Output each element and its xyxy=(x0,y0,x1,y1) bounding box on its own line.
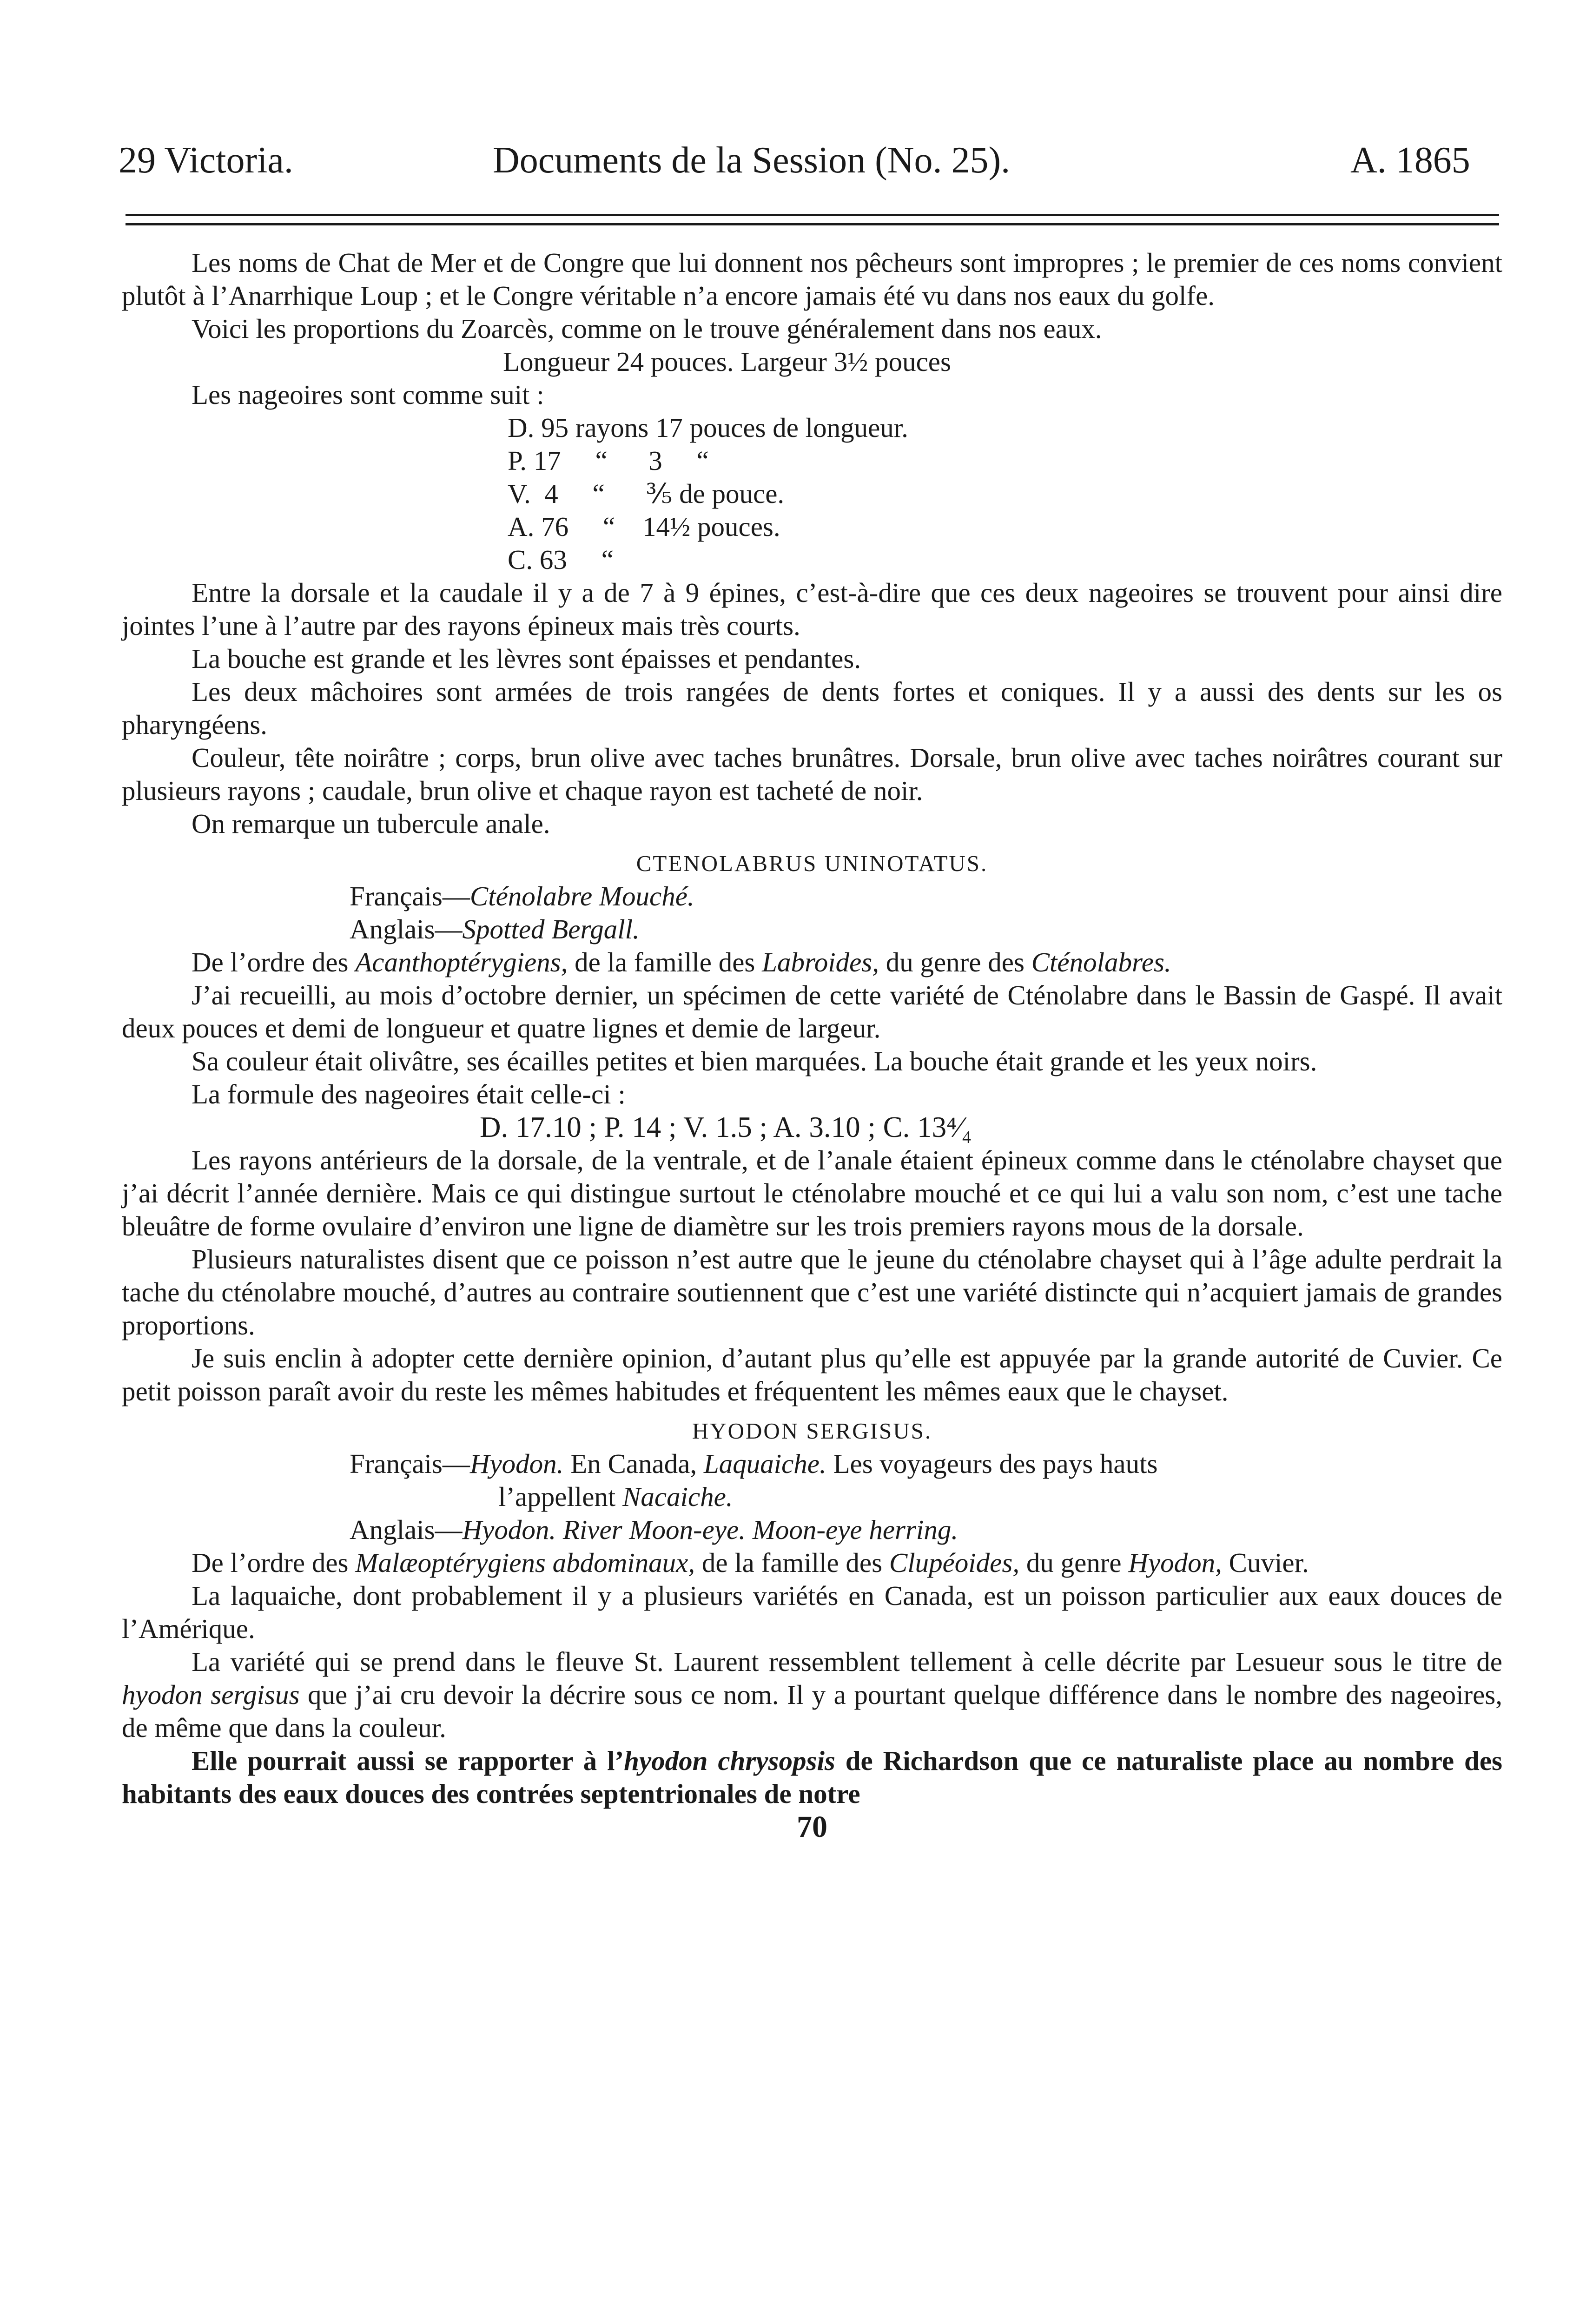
genus-name: Cténolabres. xyxy=(1031,947,1171,977)
fin-formula: D. 17.10 ; P. 14 ; V. 1.5 ; A. 3.10 ; C. 13⁴⁄₄ xyxy=(480,1111,972,1143)
hyodon-french-name-continued xyxy=(350,1480,1502,1513)
ctenolabrus-paragraph-formula-intro: La formule des nageoires était celle-ci : xyxy=(192,1079,626,1109)
proportions-line: Longueur 24 pouces. Largeur 3½ pouces xyxy=(503,346,951,377)
fin-list xyxy=(122,411,1502,576)
english-common-name: Spotted Bergall. xyxy=(462,914,640,944)
text-run: de la famille des xyxy=(695,1547,889,1578)
text-run: l’appellent xyxy=(498,1481,623,1512)
ctenolabrus-paragraph-specimen: J’ai recueilli, au mois d’octobre dernier, un spécimen de cette variété de Cténolabre dans le Bassin de Gaspé. Il avait deux pouces et demi de longueur et quatre lignes et demie de largeur. xyxy=(122,980,1502,1043)
fin-row-p: P. 17 “ 3 “ xyxy=(508,445,709,476)
hyodon-paragraph-richardson xyxy=(122,1744,1502,1810)
page-number: 70 xyxy=(797,1810,827,1844)
paragraph-spines: Entre la dorsale et la caudale il y a de 7 à 9 épines, c’est-à-dire que ces deux nageoires se trouvent pour ainsi dire jointes l’une à l’autre par des rayons épineux mais très courts. xyxy=(122,577,1502,641)
text-run xyxy=(746,1514,753,1545)
fin-row-c: C. 63 “ xyxy=(508,544,614,575)
ctenolabrus-paragraph-naturalists: Plusieurs naturalistes disent que ce poisson n’est autre que le jeune du cténolabre chayset qui à l’âge adulte perdrait la tache du cténolabre mouché, d’autres au contraire soutiennent que c’est une variété distincte qui n’acquiert jamais de grandes proportions. xyxy=(122,1244,1502,1340)
header-rule-bottom xyxy=(126,223,1499,225)
paragraph-tubercle: On remarque un tubercule anale. xyxy=(192,808,550,839)
french-label: Français— xyxy=(350,881,470,911)
header-year: A. 1865 xyxy=(1350,140,1470,181)
hyodon-paragraph-lesueur xyxy=(122,1645,1502,1744)
text-run xyxy=(556,1514,563,1545)
hyodon-paragraph-varieties: La laquaiche, dont probablement il y a plusieurs variétés en Canada, est un poisson particulier aux eaux douces de l’Amérique. xyxy=(122,1580,1502,1644)
english-name-river: River Moon-eye. xyxy=(562,1514,746,1545)
english-label: Anglais— xyxy=(350,914,463,944)
text-run: De l’ordre des xyxy=(192,947,356,977)
paragraph-color: Couleur, tête noirâtre ; corps, brun olive avec taches brunâtres. Dorsale, brun olive avec taches noirâtres courant sur plusieurs rayons ; caudale, brun olive et chaque rayon est tacheté de noir. xyxy=(122,742,1502,806)
text-run: de la famille des xyxy=(568,947,762,977)
text-run: Cuvier. xyxy=(1222,1547,1309,1578)
hyodon-classification xyxy=(122,1546,1502,1579)
text-run: du genre des xyxy=(879,947,1031,977)
ctenolabrus-names xyxy=(122,880,1502,946)
english-genus: Hyodon. xyxy=(462,1514,556,1545)
fins-intro: Les nageoires sont comme suit : xyxy=(192,379,544,410)
text-run: que j’ai cru devoir la décrire sous ce nom. Il y a pourtant quelque différence dans le nombre des nageoires, de même que dans la couleur. xyxy=(122,1679,1503,1743)
order-name: Malæoptérygiens abdominaux, xyxy=(355,1547,695,1578)
species-name: hyodon chrysopsis xyxy=(624,1745,835,1776)
ctenolabrus-paragraph-color: Sa couleur était olivâtre, ses écailles petites et bien marquées. La bouche était grande et les yeux noirs. xyxy=(192,1046,1317,1076)
family-name: Clupéoides, xyxy=(889,1547,1020,1578)
ctenolabrus-paragraph-rays: Les rayons antérieurs de la dorsale, de la ventrale, et de l’anale étaient épineux comme dans le cténolabre chayset que j’ai décrit l’année dernière. Mais ce qui distingue surtout le cténolabre mouché et ce qui lui a valu son nom, c’est une tache bleuâtre de forme ovulaire d’environ une ligne de diamètre sur les trois premiers rayons mous de la dorsale. xyxy=(122,1145,1502,1241)
paragraph-names: Les noms de Chat de Mer et de Congre que lui donnent nos pêcheurs sont impropres ; le premier de ces noms convient plutôt à l’Anarrhique Loup ; et le Congre véritable n’a encore jamais été vu dans nos eaux du golfe. xyxy=(122,247,1502,311)
running-header xyxy=(0,139,1593,191)
ctenolabrus-english-name xyxy=(350,913,1502,946)
species-name: hyodon sergisus xyxy=(122,1679,300,1710)
canadian-name: Laquaiche. xyxy=(703,1448,826,1479)
text-run: de Richardson que ce naturaliste place au nombre des habitants des eaux douces des contrées septentrionales de notre xyxy=(122,1745,1502,1809)
hyodon-names xyxy=(122,1447,1502,1546)
family-name: Labroides, xyxy=(762,947,879,977)
french-genus: Hyodon. xyxy=(469,1448,564,1479)
order-name: Acanthoptérygiens, xyxy=(355,947,568,977)
english-label: Anglais— xyxy=(350,1514,463,1545)
header-rule-top xyxy=(126,214,1499,216)
hyodon-english-name xyxy=(350,1513,1502,1546)
section-title-hyodon: HYODON SERGISUS. xyxy=(692,1418,932,1444)
text-run: Les voyageurs des pays hauts xyxy=(826,1448,1158,1479)
ctenolabrus-classification xyxy=(122,946,1502,979)
text-run: En Canada, xyxy=(563,1448,704,1479)
fin-row-a: A. 76 “ 14½ pouces. xyxy=(508,511,780,542)
paragraph-proportions-intro: Voici les proportions du Zoarcès, comme on le trouve généralement dans nos eaux. xyxy=(192,313,1102,344)
text-run: Elle pourrait aussi se rapporter à l’ xyxy=(192,1745,624,1776)
voyageur-name: Nacaiche. xyxy=(622,1481,733,1512)
page-body xyxy=(122,246,1502,1843)
text-run: du genre xyxy=(1019,1547,1129,1578)
paragraph-jaws: Les deux mâchoires sont armées de trois rangées de dents fortes et coniques. Il y a aussi des dents sur les os pharyngéens. xyxy=(122,676,1502,740)
french-label: Français— xyxy=(350,1448,470,1479)
fin-row-v: V. 4 “ ⅗ de pouce. xyxy=(508,478,785,509)
ctenolabrus-french-name xyxy=(350,880,1502,913)
section-title-ctenolabrus: CTENOLABRUS UNINOTATUS. xyxy=(636,851,988,876)
french-common-name: Cténolabre Mouché. xyxy=(469,881,694,911)
text-run: La variété qui se prend dans le fleuve St. Laurent ressemblent tellement à celle décrite par Lesueur sous le titre de xyxy=(192,1646,1502,1677)
genus-name: Hyodon, xyxy=(1128,1547,1222,1578)
english-name-herring: Moon-eye herring. xyxy=(752,1514,958,1545)
text-run: De l’ordre des xyxy=(192,1547,356,1578)
header-title: Documents de la Session (No. 25). xyxy=(493,140,1011,181)
hyodon-french-name xyxy=(350,1447,1502,1480)
header-volume: 29 Victoria. xyxy=(119,140,293,181)
fin-row-d: D. 95 rayons 17 pouces de longueur. xyxy=(508,412,908,443)
ctenolabrus-paragraph-opinion: Je suis enclin à adopter cette dernière opinion, d’autant plus qu’elle est appuyée par la grande autorité de Cuvier. Ce petit poisson paraît avoir du reste les mêmes habitudes et fréquentent les mêmes eaux que le chayset. xyxy=(122,1343,1502,1406)
paragraph-mouth: La bouche est grande et les lèvres sont épaisses et pendantes. xyxy=(192,643,861,674)
